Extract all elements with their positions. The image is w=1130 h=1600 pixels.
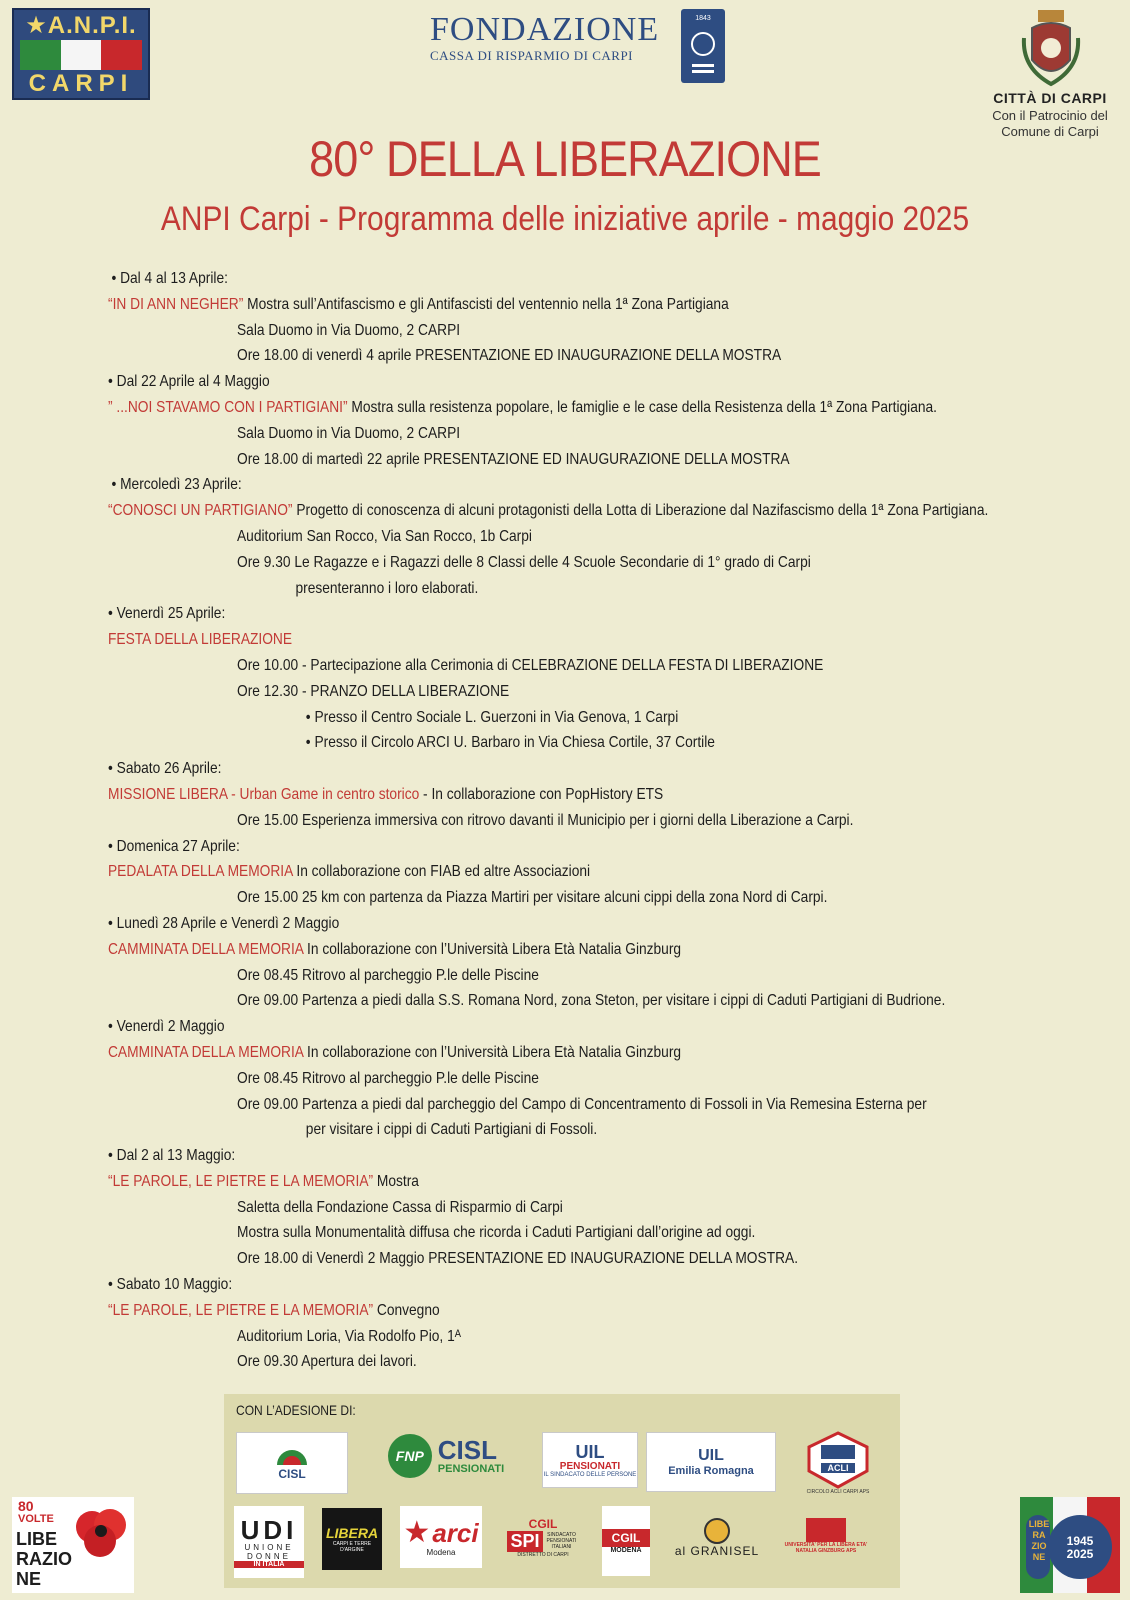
event-detail: Mostra sulla Monumentalità diffusa che ricorda i Caduti Partigiani dall’origine ad oggi. <box>237 1224 756 1242</box>
80-volte-liberazione-logo <box>12 1497 134 1593</box>
event-heading <box>108 1298 968 1324</box>
universita-sub: NATALIA GINZBURG APS <box>795 1548 857 1554</box>
event-detail-continued: per visitare i cippi di Caduti Partigiani di Fossoli. <box>305 1121 598 1139</box>
udi-donne: DONNE <box>247 1551 291 1561</box>
spi-cgil-logo <box>504 1506 582 1568</box>
right-word-b: RA <box>1032 1530 1046 1540</box>
cisl-logo <box>236 1432 348 1494</box>
spi-distretto: DISTRETTO DI CARPI <box>517 1551 569 1558</box>
event-title: FESTA DELLA LIBERAZIONE <box>108 631 293 649</box>
fondazione-year: 1843 <box>695 15 711 22</box>
acli-emblem-icon <box>807 1431 869 1489</box>
event-sub-bullet: • Presso il Circolo ARCI U. Barbaro in Via Chiesa Cortile, 37 Cortile <box>108 730 968 756</box>
event-detail: Ore 18.00 di Venerdì 2 Maggio PRESENTAZIONE ED INAUGURAZIONE DELLA MOSTRA. <box>237 1250 799 1268</box>
fnp-cisl-logo <box>382 1432 510 1480</box>
uil-emilia-romagna-logo <box>646 1432 776 1492</box>
lib80-number: 80 <box>18 1498 34 1514</box>
uil-text: UIL <box>575 1441 605 1462</box>
libera-subtext: CARPI E TERRE D'ARGINE <box>332 1541 372 1553</box>
event-detail: Ore 9.30 Le Ragazze e i Ragazzi delle 8 Classi delle 4 Scuole Secondarie di 1° grado di Carpi <box>237 553 811 571</box>
event-date: • Venerdì 2 Maggio <box>108 1014 968 1040</box>
anpi-logo-city: CARPI <box>28 70 134 97</box>
spi-fullname: SINDACATO PENSIONATI ITALIANI <box>546 1532 577 1550</box>
event-title: MISSIONE LIBERA - Urban Game in centro storico <box>108 785 420 803</box>
event-date: • Sabato 10 Maggio: <box>108 1272 968 1298</box>
fondazione-subtitle: CASSA DI RISPARMIO DI CARPI <box>430 48 634 63</box>
sun-icon <box>704 1518 730 1544</box>
right-year-end: 2025 <box>1066 1547 1094 1561</box>
event-detail: Ore 18.00 di martedì 22 aprile PRESENTAZIONE ED INAUGURAZIONE DELLA MOSTRA <box>237 450 790 468</box>
page-title: 80° DELLA LIBERAZIONE <box>309 131 821 187</box>
event-date: • Dal 4 al 13 Aprile: <box>108 266 968 292</box>
event-detail: Ore 08.45 Ritrovo al parcheggio P.le delle Piscine <box>237 1069 539 1087</box>
udi-unione: UNIONE <box>244 1542 294 1552</box>
event-title: “CONOSCI UN PARTIGIANO” <box>108 502 293 520</box>
cgil-city: MODENA <box>610 1546 642 1554</box>
event-detail: Ore 09.30 Apertura dei lavori. <box>237 1353 417 1371</box>
arci-logo <box>400 1506 482 1568</box>
anpi-carpi-logo <box>12 8 150 100</box>
cisl-text: CISL <box>278 1467 306 1481</box>
arci-text: arci <box>432 1517 479 1548</box>
event-description: In collaborazione con l’Università Libera Età Natalia Ginzburg <box>303 940 682 958</box>
book-icon <box>806 1518 846 1542</box>
patrocinio-text: Con il Patrocinio del Comune di Carpi <box>992 108 1108 139</box>
event-date: • Sabato 26 Aprile: <box>108 756 968 782</box>
citta-di-carpi: CITTÀ DI CARPI <box>993 90 1107 106</box>
event-date: • Dal 22 Aprile al 4 Maggio <box>108 369 968 395</box>
universita-libera-eta-logo <box>780 1506 872 1566</box>
event-title: CAMMINATA DELLA MEMORIA <box>108 1043 304 1061</box>
acli-text: ACLI <box>827 1463 849 1473</box>
event-description: - In collaborazione con PopHistory ETS <box>419 785 664 803</box>
event-description: Convegno <box>373 1301 440 1319</box>
event-sub-bullet: • Presso il Centro Sociale L. Guerzoni in Via Genova, 1 Carpi <box>108 705 968 731</box>
acli-subtext: CIRCOLO ACLI CARPI APS <box>806 1489 870 1495</box>
uil-tagline: IL SINDACATO DELLE PERSONE <box>543 1471 637 1478</box>
liberazione-1945-2025-logo <box>1020 1497 1120 1593</box>
event-date: • Venerdì 25 Aprile: <box>108 601 968 627</box>
event-title: “IN DI ANN NEGHER” <box>108 295 244 313</box>
lib80-word-c: NE <box>16 1569 42 1589</box>
event-description: Mostra <box>373 1172 419 1190</box>
event-heading <box>108 627 968 653</box>
event-date: • Mercoledì 23 Aprile: <box>108 472 968 498</box>
event-detail: Sala Duomo in Via Duomo, 2 CARPI <box>237 321 461 339</box>
event-heading <box>108 1169 968 1195</box>
lib80-word-b: RAZIO <box>16 1549 72 1569</box>
lib80-word-a: LIBE <box>16 1529 58 1549</box>
fnp-text: FNP <box>388 1434 432 1478</box>
event-heading <box>108 1040 968 1066</box>
libera-text: LIBERA <box>325 1525 379 1541</box>
event-detail: Auditorium San Rocco, Via San Rocco, 1b Carpi <box>237 527 532 545</box>
spi-cgil-text: CGIL <box>528 1516 558 1531</box>
event-detail: Ore 09.00 Partenza a piedi dal parcheggio del Campo di Concentramento di Fossoli in Via Remesina Esterna per <box>237 1095 927 1113</box>
event-title: “LE PAROLE, LE PIETRE E LA MEMORIA” <box>108 1301 374 1319</box>
event-heading <box>108 498 989 524</box>
fondazione-shield-icon <box>680 8 726 84</box>
event-detail: Ore 15.00 25 km con partenza da Piazza Martiri per visitare alcuni cippi della zona Nord di Carpi. <box>237 889 828 907</box>
event-detail-continued: presenteranno i loro elaborati. <box>295 579 479 597</box>
event-heading <box>108 782 968 808</box>
uil-er-region: Emilia Romagna <box>668 1465 754 1477</box>
italian-flag-icon <box>20 40 142 70</box>
libera-logo <box>322 1508 382 1570</box>
event-heading <box>108 395 968 421</box>
right-word-c: ZIO <box>1031 1541 1047 1551</box>
event-detail: Ore 15.00 Esperienza immersiva con ritrovo davanti il Municipio per i giorni della Liberazione a Carpi. <box>237 811 854 829</box>
fondazione-name: FONDAZIONE <box>430 11 660 48</box>
page-subtitle: ANPI Carpi - Programma delle iniziative aprile - maggio 2025 <box>160 200 970 238</box>
right-word-d: NE <box>1032 1552 1046 1562</box>
event-heading <box>108 859 968 885</box>
universita-name: UNIVERSITA' PER LA LIBERA ETA' <box>784 1542 868 1548</box>
granisel-text: al GRANISEL <box>674 1544 760 1558</box>
event-detail: Ore 08.45 Ritrovo al parcheggio P.le delle Piscine <box>237 966 539 984</box>
event-detail: Ore 12.30 - PRANZO DELLA LIBERAZIONE <box>237 682 510 700</box>
cgil-modena-logo <box>602 1506 650 1576</box>
event-description: Mostra sull’Antifascismo e gli Antifascisti del ventennio nella 1ª Zona Partigiana <box>243 295 729 313</box>
event-title: “LE PAROLE, LE PIETRE E LA MEMORIA” <box>108 1172 374 1190</box>
fnp-pensionati-text: PENSIONATI <box>437 1463 505 1475</box>
event-detail: Ore 18.00 di venerdì 4 aprile PRESENTAZIONE ED INAUGURAZIONE DELLA MOSTRA <box>237 347 782 365</box>
event-date: • Dal 2 al 13 Maggio: <box>108 1143 968 1169</box>
star-icon: ★ <box>403 1515 431 1549</box>
cisl-emblem-icon <box>275 1445 309 1467</box>
uil-er-text: UIL <box>698 1447 724 1464</box>
event-heading <box>108 937 968 963</box>
lib80-volte: VOLTE <box>18 1513 54 1525</box>
event-detail: Sala Duomo in Via Duomo, 2 CARPI <box>237 424 461 442</box>
right-year-start: 1945 <box>1066 1534 1094 1548</box>
event-detail: Ore 09.00 Partenza a piedi dalla S.S. Romana Nord, zona Steton, per visitare i cippi di Caduti Partigiani di Budrione. <box>237 992 946 1010</box>
event-description: In collaborazione con l’Università Libera Età Natalia Ginzburg <box>303 1043 682 1061</box>
program-list <box>108 266 1108 1375</box>
event-title: ” ...NOI STAVAMO CON I PARTIGIANI” <box>108 398 348 416</box>
event-description: Progetto di conoscenza di alcuni protagonisti della Lotta di Liberazione dal Nazifascismo della 1ª Zona Partigiana. <box>292 502 989 520</box>
acli-logo <box>804 1426 872 1500</box>
event-date: • Lunedì 28 Aprile e Venerdì 2 Maggio <box>108 911 968 937</box>
carpi-coat-of-arms-icon <box>1020 8 1082 88</box>
event-description: Mostra sulla resistenza popolare, le famiglie e le case della Resistenza della 1ª Zona Partigiana. <box>347 398 937 416</box>
udi-text: UDI <box>240 1514 298 1545</box>
adesione-label: CON L’ADESIONE DI: <box>236 1402 356 1418</box>
event-heading <box>108 292 968 318</box>
event-title: PEDALATA DELLA MEMORIA <box>108 863 293 881</box>
event-detail: Saletta della Fondazione Cassa di Risparmio di Carpi <box>237 1198 563 1216</box>
fnp-cisl-text: CISL <box>437 1435 498 1465</box>
event-title: CAMMINATA DELLA MEMORIA <box>108 940 304 958</box>
anpi-logo-text: ★A.N.P.I. <box>25 12 137 39</box>
event-detail: Ore 10.00 - Partecipazione alla Cerimonia di CELEBRAZIONE DELLA FESTA DI LIBERAZIONE <box>237 656 824 674</box>
adesione-box <box>224 1394 900 1588</box>
uil-pensionati-logo <box>542 1432 638 1488</box>
right-word-a: LIBE <box>1028 1519 1050 1529</box>
udi-logo <box>234 1506 304 1578</box>
event-description: In collaborazione con FIAB ed altre Associazioni <box>292 863 591 881</box>
arci-city: Modena <box>426 1547 456 1557</box>
cgil-text: CGIL <box>602 1529 650 1547</box>
granisel-logo <box>670 1512 764 1564</box>
uil-pensionati-text: PENSIONATI <box>559 1460 621 1472</box>
event-date: • Domenica 27 Aprile: <box>108 834 968 860</box>
spi-text: SPI <box>507 1531 542 1552</box>
udi-italia: IN ITALIA <box>234 1561 304 1568</box>
event-detail: Auditorium Loria, Via Rodolfo Pio, 1ᴬ <box>237 1327 461 1345</box>
poppy-icon <box>70 1501 132 1563</box>
